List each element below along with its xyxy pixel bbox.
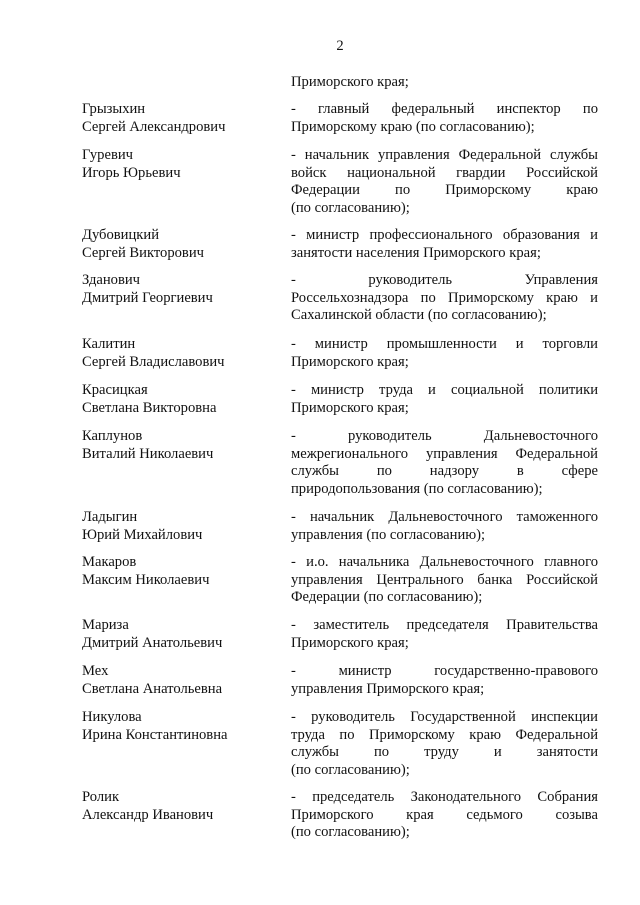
position-line: - и.о. начальника Дальневосточного главного: [291, 554, 598, 570]
member-given-names: Игорь Юрьевич: [82, 164, 181, 181]
position-line: - министр государственно-правового: [291, 663, 598, 679]
member-position: [291, 663, 598, 698]
position-line: войск национальной гвардии Российской: [291, 164, 598, 181]
member-name: [82, 554, 272, 589]
member-position: [291, 147, 598, 217]
page-number: 2: [336, 38, 344, 54]
position-line: - министр профессионального образования и: [291, 227, 598, 243]
member-position: [291, 509, 598, 544]
member-position: [291, 617, 598, 652]
position-line: Россельхознадзора по Приморскому краю и: [291, 289, 598, 306]
position-line: - начальник Дальневосточного таможенного: [291, 509, 598, 525]
position-line: Приморского края;: [291, 399, 409, 416]
member-name: [82, 382, 272, 417]
member-name: [82, 272, 272, 307]
position-line: - главный федеральный инспектор по: [291, 101, 598, 117]
member-surname: Ролик: [82, 789, 120, 805]
member-surname: Калитин: [82, 336, 136, 352]
member-given-names: Дмитрий Анатольевич: [82, 634, 223, 651]
member-name: [82, 709, 272, 744]
member-given-names: Дмитрий Георгиевич: [82, 289, 213, 306]
position-line: - министр промышленности и торговли: [291, 336, 598, 352]
member-position: [291, 382, 598, 417]
position-line: - начальник управления Федеральной службы: [291, 147, 598, 163]
member-given-names: Сергей Александрович: [82, 118, 226, 135]
position-line: (по согласованию);: [291, 761, 410, 778]
position-line: управления (по согласованию);: [291, 526, 486, 543]
member-surname: Дубовицкий: [82, 227, 160, 243]
member-name: [82, 509, 272, 544]
position-line: - руководитель Государственной инспекции: [291, 709, 598, 725]
member-name: [82, 617, 272, 652]
position-line: Федерации (по согласованию);: [291, 589, 483, 606]
position-line: Приморского края седьмого созыва: [291, 806, 598, 823]
member-given-names: Сергей Владиславович: [82, 353, 225, 370]
position-line: - министр труда и социальной политики: [291, 382, 598, 398]
member-surname: Ладыгин: [82, 509, 138, 525]
member-surname: Каплунов: [82, 428, 143, 444]
position-line: Приморского края;: [291, 634, 409, 651]
member-position: [291, 789, 598, 842]
member-surname: Мариза: [82, 617, 129, 633]
member-position: [291, 428, 598, 498]
member-given-names: Виталий Николаевич: [82, 445, 214, 462]
position-line: межрегионального управления Федеральной: [291, 445, 598, 462]
member-name: [82, 663, 272, 698]
member-given-names: Максим Николаевич: [82, 571, 210, 588]
position-line: Приморского края;: [291, 353, 409, 370]
position-line: (по согласованию);: [291, 824, 410, 841]
position-line: занятости населения Приморского края;: [291, 244, 541, 261]
position-line: - руководитель Управления: [291, 272, 598, 288]
member-given-names: Сергей Викторович: [82, 244, 204, 261]
position-line: труда по Приморскому краю Федеральной: [291, 726, 598, 743]
position-line: службы по надзору в сфере: [291, 463, 598, 480]
member-name: [82, 428, 272, 463]
position-line: природопользования (по согласованию);: [291, 480, 543, 497]
member-surname: Зданович: [82, 272, 140, 288]
position-line: управления Центрального банка Российской: [291, 571, 598, 588]
member-surname: Мех: [82, 663, 109, 679]
position-line: Приморскому краю (по согласованию);: [291, 118, 535, 135]
member-given-names: Светлана Викторовна: [82, 399, 217, 416]
position-line: - руководитель Дальневосточного: [291, 428, 598, 444]
position-line: - председатель Законодательного Собрания: [291, 789, 598, 805]
member-position: [291, 227, 598, 262]
member-name: [82, 336, 272, 371]
position-line: Федерации по Приморскому краю: [291, 182, 598, 199]
member-surname: Грызыхин: [82, 101, 146, 117]
position-line: (по согласованию);: [291, 199, 410, 216]
member-position: [291, 709, 598, 779]
member-position: [291, 336, 598, 371]
member-given-names: Ирина Константиновна: [82, 726, 228, 743]
continuation-text: Приморского края;: [291, 74, 409, 90]
member-position: [291, 272, 598, 325]
member-given-names: Юрий Михайлович: [82, 526, 203, 543]
member-given-names: Светлана Анатольевна: [82, 680, 223, 697]
position-line: службы по труду и занятости: [291, 744, 598, 761]
member-surname: Никулова: [82, 709, 142, 725]
member-name: [82, 789, 272, 824]
member-position: [291, 101, 598, 136]
member-name: [82, 147, 272, 182]
member-surname: Гуревич: [82, 147, 133, 163]
position-line: управления Приморского края;: [291, 680, 485, 697]
member-given-names: Александр Иванович: [82, 806, 214, 823]
member-name: [82, 101, 272, 136]
position-line: - заместитель председателя Правительства: [291, 617, 598, 633]
member-name: [82, 227, 272, 262]
position-line: Сахалинской области (по согласованию);: [291, 307, 547, 324]
member-surname: Красицкая: [82, 382, 148, 398]
member-surname: Макаров: [82, 554, 137, 570]
member-position: [291, 554, 598, 607]
